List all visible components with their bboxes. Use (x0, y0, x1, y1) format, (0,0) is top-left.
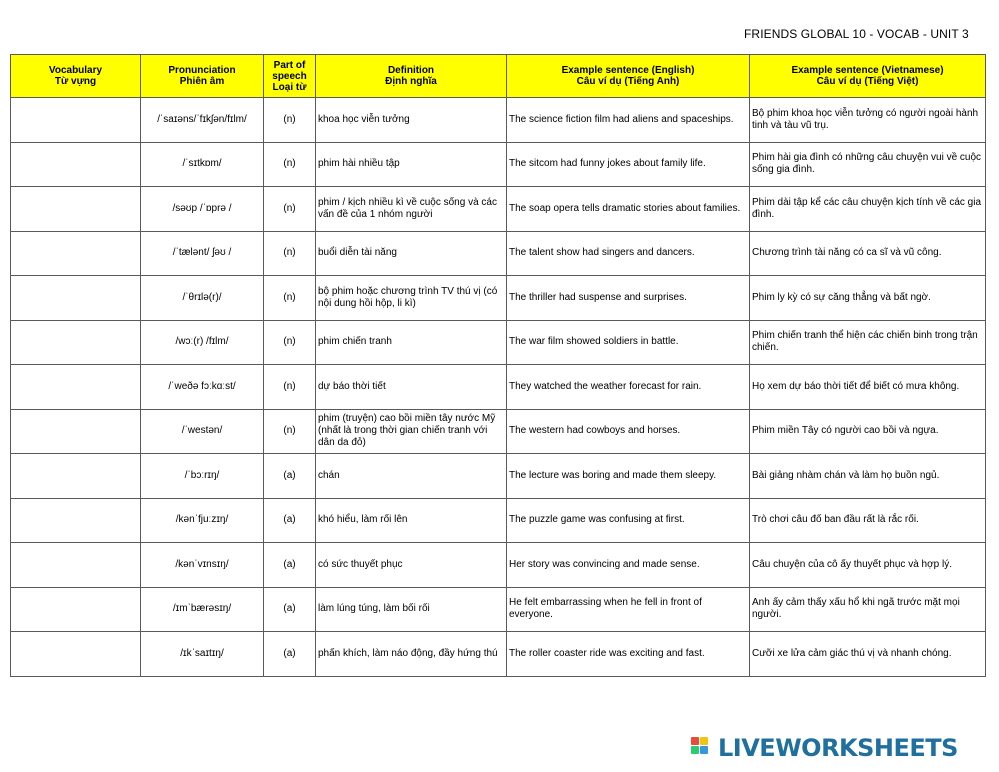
example-english-cell: They watched the weather forecast for rain. (507, 365, 750, 410)
vocab-input-cell[interactable] (11, 142, 141, 187)
example-english-cell: The roller coaster ride was exciting and fast. (507, 632, 750, 677)
liveworksheets-watermark (691, 735, 958, 761)
example-english-cell: He felt embarrassing when he fell in front of everyone. (507, 587, 750, 632)
table-row (11, 320, 986, 365)
vocab-input-cell[interactable] (11, 365, 141, 410)
col-header-vocabulary: Vocabulary Từ vựng (11, 55, 141, 98)
definition-cell: bộ phim hoặc chương trình TV thú vị (có nội dung hồi hộp, li kì) (316, 276, 507, 321)
vocab-input-cell[interactable] (11, 543, 141, 588)
definition-cell: có sức thuyết phục (316, 543, 507, 588)
table-header-row (11, 55, 986, 98)
col-header-example-vietnamese: Example sentence (Vietnamese) Câu ví dụ (Tiếng Việt) (750, 55, 986, 98)
table-row (11, 276, 986, 321)
table-row (11, 187, 986, 232)
pronunciation-cell: /kənˈvɪnsɪŋ/ (141, 543, 264, 588)
pronunciation-cell: /səʊp /ˈɒprə / (141, 187, 264, 232)
col-header-pronunciation: Pronunciation Phiên âm (141, 55, 264, 98)
example-english-cell: The thriller had suspense and surprises. (507, 276, 750, 321)
example-english-cell: The soap opera tells dramatic stories about families. (507, 187, 750, 232)
example-english-cell: The science fiction film had aliens and spaceships. (507, 98, 750, 143)
pronunciation-cell: /kənˈfjuːzɪŋ/ (141, 498, 264, 543)
vocabulary-table (10, 54, 986, 677)
example-english-cell: Her story was convincing and made sense. (507, 543, 750, 588)
part-of-speech-cell: (a) (264, 543, 316, 588)
pronunciation-cell: /wɔː(r) /fɪlm/ (141, 320, 264, 365)
example-english-cell: The puzzle game was confusing at first. (507, 498, 750, 543)
table-row (11, 543, 986, 588)
example-english-cell: The western had cowboys and horses. (507, 409, 750, 454)
table-row (11, 498, 986, 543)
part-of-speech-cell: (n) (264, 276, 316, 321)
vocab-input-cell[interactable] (11, 409, 141, 454)
example-vietnamese-cell: Câu chuyện của cô ấy thuyết phục và hợp lý. (750, 543, 986, 588)
liveworksheets-logo-icon (691, 737, 715, 759)
table-row (11, 231, 986, 276)
table-row (11, 409, 986, 454)
example-vietnamese-cell: Cưỡi xe lửa cảm giác thú vị và nhanh chóng. (750, 632, 986, 677)
part-of-speech-cell: (n) (264, 98, 316, 143)
definition-cell: khoa học viễn tưởng (316, 98, 507, 143)
example-english-cell: The sitcom had funny jokes about family life. (507, 142, 750, 187)
definition-cell: phấn khích, làm náo động, đầy hứng thú (316, 632, 507, 677)
pronunciation-cell: /ˈtælənt/ ʃəʊ / (141, 231, 264, 276)
definition-cell: khó hiểu, làm rối lên (316, 498, 507, 543)
table-body (11, 98, 986, 677)
pronunciation-cell: /ˈweðə fɔːkɑːst/ (141, 365, 264, 410)
definition-cell: phim / kịch nhiều kì về cuộc sống và các vấn đề của 1 nhóm người (316, 187, 507, 232)
vocab-input-cell[interactable] (11, 276, 141, 321)
example-vietnamese-cell: Bộ phim khoa học viễn tưởng có người ngoài hành tinh và tàu vũ trụ. (750, 98, 986, 143)
part-of-speech-cell: (n) (264, 142, 316, 187)
part-of-speech-cell: (n) (264, 409, 316, 454)
definition-cell: dự báo thời tiết (316, 365, 507, 410)
example-vietnamese-cell: Phim miền Tây có người cao bồi và ngựa. (750, 409, 986, 454)
table-row (11, 142, 986, 187)
example-vietnamese-cell: Phim hài gia đình có những câu chuyện vui về cuộc sống gia đình. (750, 142, 986, 187)
document-title: FRIENDS GLOBAL 10 - VOCAB - UNIT 3 (744, 27, 969, 41)
watermark-text: LIVEWORKSHEETS (718, 734, 958, 762)
vocab-input-cell[interactable] (11, 320, 141, 365)
col-header-definition: Definition Định nghĩa (316, 55, 507, 98)
pronunciation-cell: /ɪmˈbærəsɪŋ/ (141, 587, 264, 632)
vocab-input-cell[interactable] (11, 587, 141, 632)
definition-cell: phim (truyện) cao bồi miền tây nước Mỹ (nhất là trong thời gian chiến tranh với dân da đỏ) (316, 409, 507, 454)
example-english-cell: The war film showed soldiers in battle. (507, 320, 750, 365)
pronunciation-cell: /ˈsaɪəns/ˈfɪkʃən/fɪlm/ (141, 98, 264, 143)
part-of-speech-cell: (n) (264, 320, 316, 365)
example-vietnamese-cell: Phim ly kỳ có sự căng thẳng và bất ngờ. (750, 276, 986, 321)
vocab-input-cell[interactable] (11, 632, 141, 677)
example-vietnamese-cell: Trò chơi câu đố ban đầu rất là rắc rối. (750, 498, 986, 543)
table-row (11, 365, 986, 410)
part-of-speech-cell: (n) (264, 187, 316, 232)
vocab-input-cell[interactable] (11, 231, 141, 276)
example-vietnamese-cell: Phim chiến tranh thể hiện các chiến binh trong trận chiến. (750, 320, 986, 365)
table-row (11, 454, 986, 499)
col-header-part-of-speech: Part of speech Loại từ (264, 55, 316, 98)
vocab-input-cell[interactable] (11, 187, 141, 232)
part-of-speech-cell: (a) (264, 498, 316, 543)
table-row (11, 632, 986, 677)
definition-cell: buổi diễn tài năng (316, 231, 507, 276)
col-header-example-english: Example sentence (English) Câu ví dụ (Tiếng Anh) (507, 55, 750, 98)
vocab-input-cell[interactable] (11, 98, 141, 143)
part-of-speech-cell: (a) (264, 587, 316, 632)
part-of-speech-cell: (n) (264, 231, 316, 276)
definition-cell: phim hài nhiều tập (316, 142, 507, 187)
pronunciation-cell: /ˈbɔːrɪŋ/ (141, 454, 264, 499)
pronunciation-cell: /ˈwestən/ (141, 409, 264, 454)
table-row (11, 98, 986, 143)
definition-cell: phim chiến tranh (316, 320, 507, 365)
definition-cell: làm lúng túng, làm bối rối (316, 587, 507, 632)
vocab-input-cell[interactable] (11, 454, 141, 499)
example-vietnamese-cell: Phim dài tập kể các câu chuyện kịch tính về các gia đình. (750, 187, 986, 232)
definition-cell: chán (316, 454, 507, 499)
example-vietnamese-cell: Họ xem dự báo thời tiết để biết có mưa không. (750, 365, 986, 410)
example-vietnamese-cell: Chương trình tài năng có ca sĩ và vũ công. (750, 231, 986, 276)
example-english-cell: The talent show had singers and dancers. (507, 231, 750, 276)
pronunciation-cell: /ˈsɪtkɒm/ (141, 142, 264, 187)
example-vietnamese-cell: Anh ấy cảm thấy xấu hổ khi ngã trước mặt mọi người. (750, 587, 986, 632)
example-english-cell: The lecture was boring and made them sleepy. (507, 454, 750, 499)
part-of-speech-cell: (a) (264, 632, 316, 677)
table-row (11, 587, 986, 632)
pronunciation-cell: /ˈθrɪlə(r)/ (141, 276, 264, 321)
part-of-speech-cell: (a) (264, 454, 316, 499)
pronunciation-cell: /ɪkˈsaɪtɪŋ/ (141, 632, 264, 677)
example-vietnamese-cell: Bài giảng nhàm chán và làm họ buồn ngủ. (750, 454, 986, 499)
vocab-input-cell[interactable] (11, 498, 141, 543)
part-of-speech-cell: (n) (264, 365, 316, 410)
